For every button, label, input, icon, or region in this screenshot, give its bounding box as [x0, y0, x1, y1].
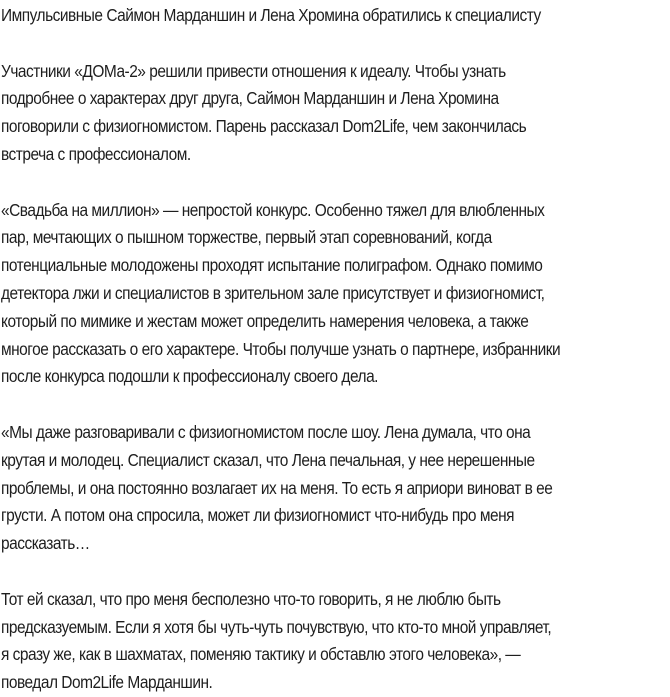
text-line: рассказать…	[1, 533, 90, 554]
text-line: который по мимике и жестам может определить намерения человека, а также	[1, 310, 529, 331]
text-line: грусти. А потом она спросила, может ли физиогномист что-нибудь про меня	[1, 505, 515, 526]
paragraph-gap	[1, 169, 670, 197]
text-line: «Мы даже разговаривали с физиогномистом после шоу. Лена думала, что она	[1, 421, 531, 442]
text-line: крутая и молодец. Специалист сказал, что Лена печальная, у нее нерешенные	[1, 449, 535, 470]
paragraph-intro	[1, 58, 670, 169]
text-line: детектора лжи и специалистов в зрительном зале присутствует и физиогномист,	[1, 282, 545, 303]
article-title: Импульсивные Саймон Марданшин и Лена Хромина обратились к специалисту	[1, 5, 541, 25]
text-line: встреча с профессионалом.	[1, 143, 191, 164]
paragraph-quote-1	[1, 419, 670, 558]
text-line: поведал Dom2Life Марданшин.	[1, 672, 213, 693]
text-line: Участники «ДОМа-2» решили привести отношения к идеалу. Чтобы узнать	[1, 60, 506, 81]
paragraph-gap	[1, 558, 670, 586]
text-line: подробнее о характерах друг друга, Саймон Марданшин и Лена Хромина	[1, 88, 499, 109]
paragraph-contest	[1, 197, 670, 392]
paragraph-quote-2	[1, 586, 670, 697]
paragraph-gap	[1, 30, 670, 58]
text-line: «Свадьба на миллион» — непростой конкурс. Особенно тяжел для влюбленных	[1, 199, 545, 220]
text-line: после конкурса подошли к профессионалу своего дела.	[1, 366, 378, 387]
text-line: потенциальные молодожены проходят испытание полиграфом. Однако помимо	[1, 255, 543, 276]
text-line: проблемы, и она постоянно возлагает их на меня. То есть я априори виноват в ее	[1, 477, 553, 498]
text-line: предсказуемым. Если я хотя бы чуть-чуть почувствую, что кто-то мной управляет,	[1, 616, 552, 637]
text-line: поговорили с физиогномистом. Парень рассказал Dom2Life, чем закончилась	[1, 116, 527, 137]
text-line: многое рассказать о его характере. Чтобы получше узнать о партнере, избранники	[1, 338, 561, 359]
text-line: Тот ей сказал, что про меня бесполезно что-то говорить, я не люблю быть	[1, 588, 501, 609]
text-line: пар, мечтающих о пышном торжестве, первый этап соревнований, когда	[1, 227, 492, 248]
paragraph-gap	[1, 391, 670, 419]
text-line: я сразу же, как в шахматах, поменяю тактику и обставлю этого человека», —	[1, 644, 521, 665]
